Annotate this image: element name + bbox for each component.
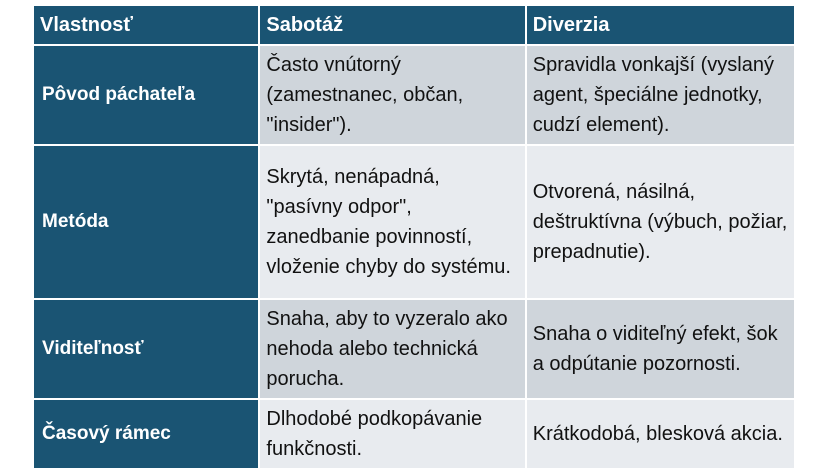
row-label: Pôvod páchateľa [33, 45, 259, 145]
cell-sabotage: Často vnútorný (zamestnanec, občan, "insider"). [259, 45, 525, 145]
cell-sabotage: Snaha, aby to vyzeralo ako nehoda alebo technická porucha. [259, 299, 525, 399]
cell-diversion: Spravidla vonkajší (vyslaný agent, špeciálne jednotky, cudzí element). [526, 45, 795, 145]
row-label: Viditeľnosť [33, 299, 259, 399]
row-label: Metóda [33, 145, 259, 299]
cell-diversion: Otvorená, násilná, deštruktívna (výbuch, požiar, prepadnutie). [526, 145, 795, 299]
row-label: Časový rámec [33, 399, 259, 469]
cell-sabotage: Dlhodobé podkopávanie funkčnosti. [259, 399, 525, 469]
cell-sabotage: Skrytá, nenápadná, "pasívny odpor", zanedbanie povinností, vloženie chyby do systému. [259, 145, 525, 299]
header-property: Vlastnosť [33, 5, 259, 45]
cell-diversion: Krátkodobá, blesková akcia. [526, 399, 795, 469]
table-row [33, 299, 795, 399]
table-header-row [33, 5, 795, 45]
header-diversion: Diverzia [526, 5, 795, 45]
comparison-table [32, 4, 796, 470]
table-row [33, 399, 795, 469]
cell-diversion: Snaha o viditeľný efekt, šok a odpútanie pozornosti. [526, 299, 795, 399]
table-row [33, 45, 795, 145]
header-sabotage: Sabotáž [259, 5, 525, 45]
table-row [33, 145, 795, 299]
